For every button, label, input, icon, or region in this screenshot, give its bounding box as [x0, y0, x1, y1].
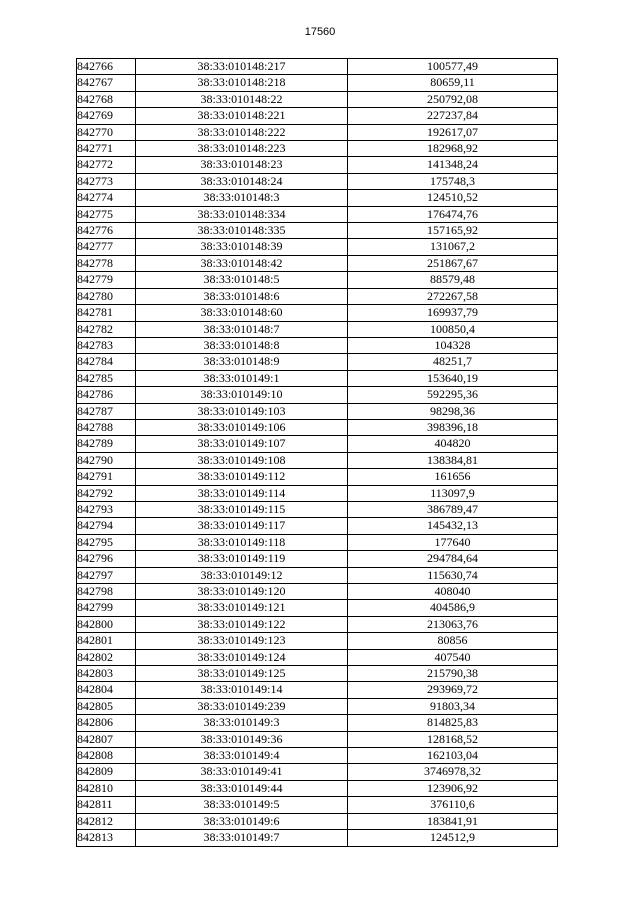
row-number-cell: 842778	[77, 255, 136, 271]
cadastral-number-cell: 38:33:010149:124	[136, 649, 348, 665]
cadastral-number-cell: 38:33:010149:44	[136, 780, 348, 796]
table-row	[77, 436, 558, 452]
table-row	[77, 797, 558, 813]
table-row	[77, 206, 558, 222]
cadastral-number-cell: 38:33:010149:5	[136, 797, 348, 813]
table-row	[77, 534, 558, 550]
row-number-cell: 842767	[77, 75, 136, 91]
table-row	[77, 518, 558, 534]
row-number-cell: 842772	[77, 157, 136, 173]
table-row	[77, 469, 558, 485]
value-cell: 128168,52	[348, 731, 558, 747]
row-number-cell: 842807	[77, 731, 136, 747]
value-cell: 141348,24	[348, 157, 558, 173]
table-row	[77, 321, 558, 337]
cadastral-number-cell: 38:33:010148:335	[136, 223, 348, 239]
value-cell: 376110,6	[348, 797, 558, 813]
table-row	[77, 108, 558, 124]
row-number-cell: 842793	[77, 501, 136, 517]
value-cell: 161656	[348, 469, 558, 485]
row-number-cell: 842809	[77, 764, 136, 780]
cadastral-number-cell: 38:33:010149:36	[136, 731, 348, 747]
value-cell: 115630,74	[348, 567, 558, 583]
row-number-cell: 842801	[77, 633, 136, 649]
table-row	[77, 255, 558, 271]
value-cell: 91803,34	[348, 698, 558, 714]
row-number-cell: 842789	[77, 436, 136, 452]
cadastral-number-cell: 38:33:010148:334	[136, 206, 348, 222]
table-row	[77, 157, 558, 173]
value-cell: 272267,58	[348, 288, 558, 304]
value-cell: 293969,72	[348, 682, 558, 698]
value-cell: 408040	[348, 584, 558, 600]
table-row	[77, 764, 558, 780]
table-row	[77, 501, 558, 517]
value-cell: 592295,36	[348, 387, 558, 403]
cadastral-number-cell: 38:33:010148:7	[136, 321, 348, 337]
cadastral-number-cell: 38:33:010149:107	[136, 436, 348, 452]
value-cell: 3746978,32	[348, 764, 558, 780]
value-cell: 404586,9	[348, 600, 558, 616]
value-cell: 153640,19	[348, 370, 558, 386]
cadastral-number-cell: 38:33:010148:23	[136, 157, 348, 173]
value-cell: 162103,04	[348, 748, 558, 764]
table-row	[77, 354, 558, 370]
cadastral-number-cell: 38:33:010149:41	[136, 764, 348, 780]
value-cell: 48251,7	[348, 354, 558, 370]
cadastral-number-cell: 38:33:010149:115	[136, 501, 348, 517]
cadastral-number-cell: 38:33:010149:118	[136, 534, 348, 550]
value-cell: 98298,36	[348, 403, 558, 419]
row-number-cell: 842799	[77, 600, 136, 616]
row-number-cell: 842797	[77, 567, 136, 583]
row-number-cell: 842773	[77, 173, 136, 189]
cadastral-number-cell: 38:33:010148:8	[136, 337, 348, 353]
row-number-cell: 842774	[77, 190, 136, 206]
row-number-cell: 842796	[77, 551, 136, 567]
table-row	[77, 748, 558, 764]
cadastral-number-cell: 38:33:010149:6	[136, 813, 348, 829]
row-number-cell: 842780	[77, 288, 136, 304]
table-row	[77, 813, 558, 829]
value-cell: 386789,47	[348, 501, 558, 517]
table-row	[77, 288, 558, 304]
value-cell: 407540	[348, 649, 558, 665]
value-cell: 124512,9	[348, 830, 558, 846]
row-number-cell: 842776	[77, 223, 136, 239]
table-row	[77, 584, 558, 600]
cadastral-number-cell: 38:33:010149:103	[136, 403, 348, 419]
value-cell: 157165,92	[348, 223, 558, 239]
value-cell: 192617,07	[348, 124, 558, 140]
cadastral-number-cell: 38:33:010148:6	[136, 288, 348, 304]
table-row	[77, 141, 558, 157]
value-cell: 131067,2	[348, 239, 558, 255]
cadastral-number-cell: 38:33:010148:222	[136, 124, 348, 140]
cadastral-number-cell: 38:33:010148:39	[136, 239, 348, 255]
cadastral-number-cell: 38:33:010148:217	[136, 59, 348, 75]
value-cell: 814825,83	[348, 715, 558, 731]
cadastral-number-cell: 38:33:010149:3	[136, 715, 348, 731]
cadastral-number-cell: 38:33:010149:1	[136, 370, 348, 386]
row-number-cell: 842768	[77, 91, 136, 107]
value-cell: 251867,67	[348, 255, 558, 271]
cadastral-number-cell: 38:33:010149:121	[136, 600, 348, 616]
cadastral-number-cell: 38:33:010149:4	[136, 748, 348, 764]
value-cell: 404820	[348, 436, 558, 452]
table-row	[77, 124, 558, 140]
table-body	[77, 59, 558, 847]
row-number-cell: 842800	[77, 616, 136, 632]
row-number-cell: 842798	[77, 584, 136, 600]
cadastral-number-cell: 38:33:010149:119	[136, 551, 348, 567]
row-number-cell: 842782	[77, 321, 136, 337]
cadastral-number-cell: 38:33:010149:12	[136, 567, 348, 583]
value-cell: 104328	[348, 337, 558, 353]
table-row	[77, 59, 558, 75]
row-number-cell: 842791	[77, 469, 136, 485]
cadastral-number-cell: 38:33:010149:123	[136, 633, 348, 649]
value-cell: 183841,91	[348, 813, 558, 829]
cadastral-number-cell: 38:33:010149:7	[136, 830, 348, 846]
row-number-cell: 842784	[77, 354, 136, 370]
table-row	[77, 173, 558, 189]
value-cell: 123906,92	[348, 780, 558, 796]
cadastral-number-cell: 38:33:010148:24	[136, 173, 348, 189]
table-row	[77, 682, 558, 698]
table-row	[77, 452, 558, 468]
value-cell: 294784,64	[348, 551, 558, 567]
table-row	[77, 616, 558, 632]
row-number-cell: 842811	[77, 797, 136, 813]
row-number-cell: 842777	[77, 239, 136, 255]
row-number-cell: 842786	[77, 387, 136, 403]
cadastral-number-cell: 38:33:010148:22	[136, 91, 348, 107]
row-number-cell: 842783	[77, 337, 136, 353]
table-row	[77, 419, 558, 435]
row-number-cell: 842794	[77, 518, 136, 534]
value-cell: 138384,81	[348, 452, 558, 468]
table-row	[77, 305, 558, 321]
value-cell: 88579,48	[348, 272, 558, 288]
cadastral-number-cell: 38:33:010149:106	[136, 419, 348, 435]
value-cell: 80659,11	[348, 75, 558, 91]
value-cell: 169937,79	[348, 305, 558, 321]
cadastral-number-cell: 38:33:010148:3	[136, 190, 348, 206]
cadastral-number-cell: 38:33:010149:108	[136, 452, 348, 468]
row-number-cell: 842766	[77, 59, 136, 75]
table-row	[77, 633, 558, 649]
table-row	[77, 387, 558, 403]
row-number-cell: 842775	[77, 206, 136, 222]
value-cell: 227237,84	[348, 108, 558, 124]
table-row	[77, 239, 558, 255]
cadastral-number-cell: 38:33:010149:120	[136, 584, 348, 600]
table-row	[77, 91, 558, 107]
table-row	[77, 272, 558, 288]
value-cell: 124510,52	[348, 190, 558, 206]
table-row	[77, 698, 558, 714]
row-number-cell: 842805	[77, 698, 136, 714]
value-cell: 177640	[348, 534, 558, 550]
cadastral-number-cell: 38:33:010149:10	[136, 387, 348, 403]
table-row	[77, 337, 558, 353]
row-number-cell: 842790	[77, 452, 136, 468]
row-number-cell: 842803	[77, 666, 136, 682]
cadastral-number-cell: 38:33:010149:114	[136, 485, 348, 501]
row-number-cell: 842810	[77, 780, 136, 796]
table-row	[77, 830, 558, 846]
row-number-cell: 842771	[77, 141, 136, 157]
table-row	[77, 370, 558, 386]
cadastral-number-cell: 38:33:010148:42	[136, 255, 348, 271]
row-number-cell: 842808	[77, 748, 136, 764]
cadastral-number-cell: 38:33:010148:223	[136, 141, 348, 157]
value-cell: 100577,49	[348, 59, 558, 75]
table-row	[77, 731, 558, 747]
row-number-cell: 842769	[77, 108, 136, 124]
cadastral-number-cell: 38:33:010148:218	[136, 75, 348, 91]
row-number-cell: 842813	[77, 830, 136, 846]
value-cell: 182968,92	[348, 141, 558, 157]
value-cell: 213063,76	[348, 616, 558, 632]
cadastral-number-cell: 38:33:010149:239	[136, 698, 348, 714]
cadastral-number-cell: 38:33:010149:112	[136, 469, 348, 485]
cadastral-number-cell: 38:33:010148:5	[136, 272, 348, 288]
row-number-cell: 842785	[77, 370, 136, 386]
row-number-cell: 842788	[77, 419, 136, 435]
cadastral-number-cell: 38:33:010149:125	[136, 666, 348, 682]
table-row	[77, 715, 558, 731]
row-number-cell: 842804	[77, 682, 136, 698]
value-cell: 250792,08	[348, 91, 558, 107]
row-number-cell: 842792	[77, 485, 136, 501]
cadastral-number-cell: 38:33:010149:117	[136, 518, 348, 534]
row-number-cell: 842779	[77, 272, 136, 288]
cadastral-number-cell: 38:33:010148:60	[136, 305, 348, 321]
table-row	[77, 190, 558, 206]
row-number-cell: 842806	[77, 715, 136, 731]
table-row	[77, 666, 558, 682]
table-row	[77, 485, 558, 501]
row-number-cell: 842795	[77, 534, 136, 550]
row-number-cell: 842787	[77, 403, 136, 419]
table-row	[77, 403, 558, 419]
value-cell: 176474,76	[348, 206, 558, 222]
value-cell: 100850,4	[348, 321, 558, 337]
table-row	[77, 551, 558, 567]
cadastral-number-cell: 38:33:010149:122	[136, 616, 348, 632]
table-row	[77, 649, 558, 665]
data-table	[76, 58, 558, 847]
row-number-cell: 842812	[77, 813, 136, 829]
row-number-cell: 842802	[77, 649, 136, 665]
row-number-cell: 842770	[77, 124, 136, 140]
value-cell: 398396,18	[348, 419, 558, 435]
value-cell: 113097,9	[348, 485, 558, 501]
cadastral-number-cell: 38:33:010149:14	[136, 682, 348, 698]
page-number: 17560	[304, 26, 336, 38]
value-cell: 215790,38	[348, 666, 558, 682]
value-cell: 175748,3	[348, 173, 558, 189]
table-row	[77, 223, 558, 239]
table-row	[77, 600, 558, 616]
table-row	[77, 780, 558, 796]
row-number-cell: 842781	[77, 305, 136, 321]
table-row	[77, 75, 558, 91]
table-row	[77, 567, 558, 583]
cadastral-number-cell: 38:33:010148:9	[136, 354, 348, 370]
value-cell: 80856	[348, 633, 558, 649]
value-cell: 145432,13	[348, 518, 558, 534]
cadastral-number-cell: 38:33:010148:221	[136, 108, 348, 124]
